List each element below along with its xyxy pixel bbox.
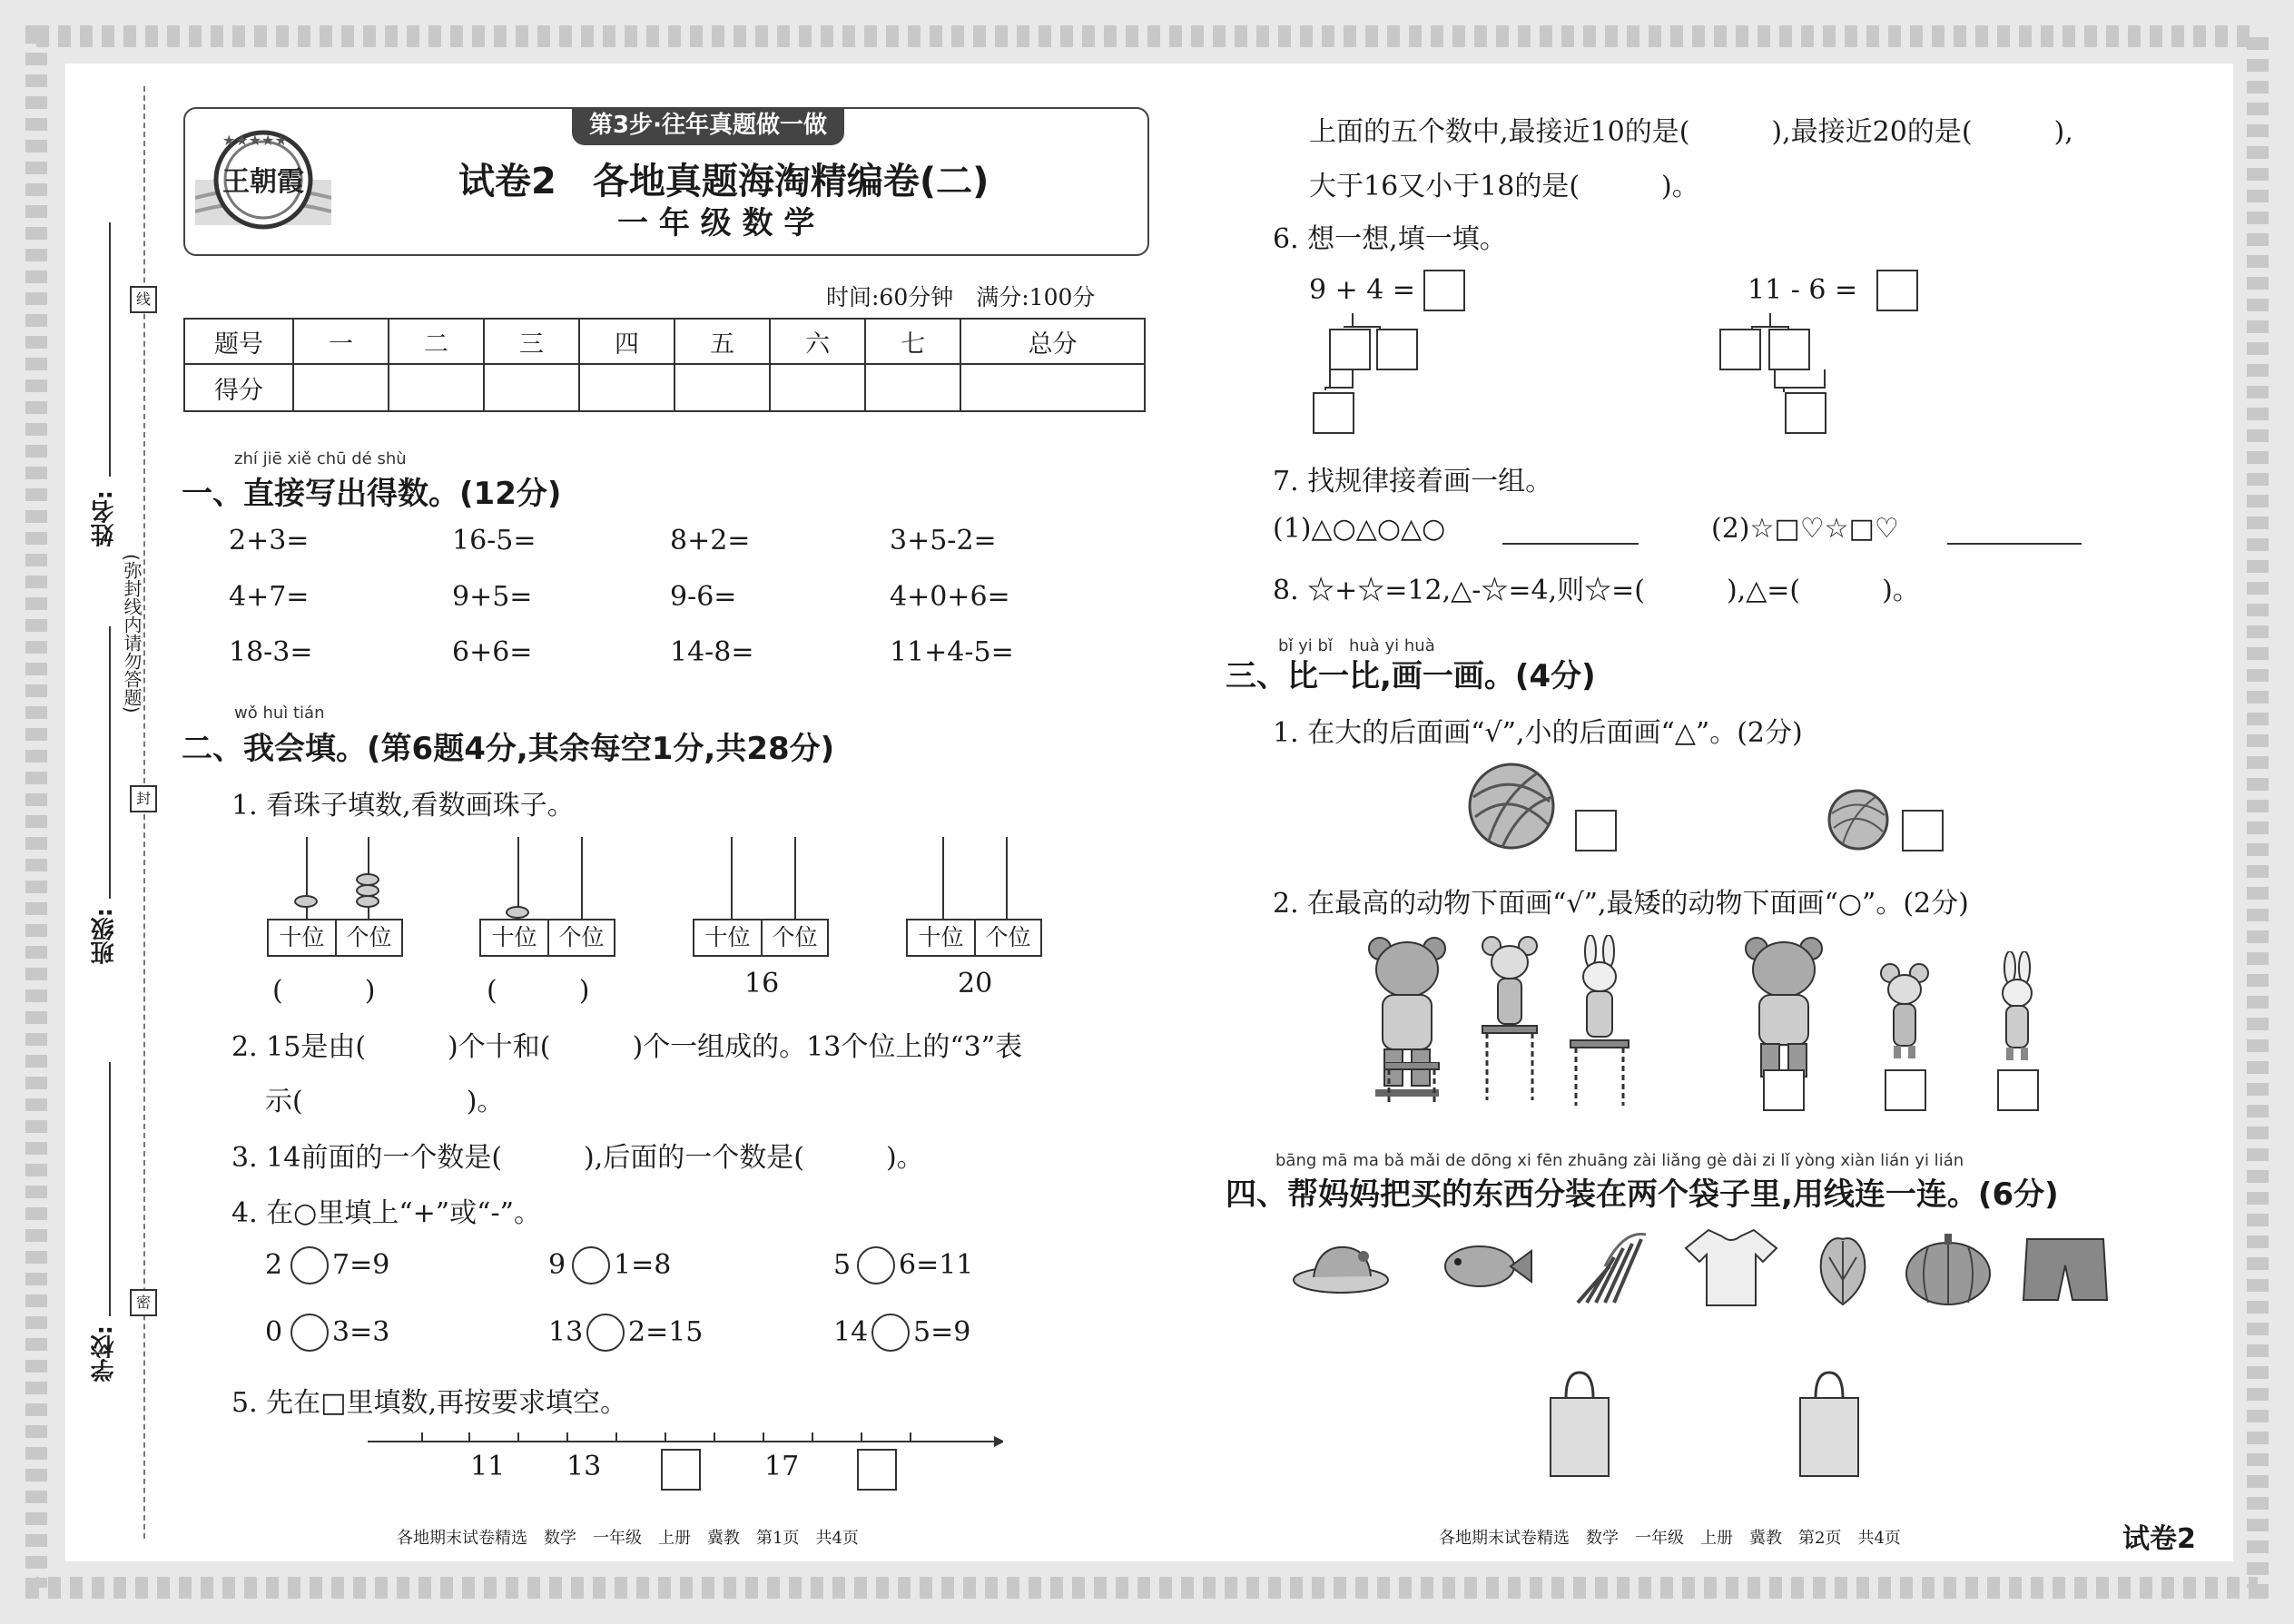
section3-title: 三、比一比,画一画。(4分) bbox=[1226, 658, 1596, 694]
abacus-label: 十位 个位 bbox=[479, 919, 615, 957]
score-header-cell: 题号 bbox=[184, 319, 293, 364]
class-field[interactable] bbox=[109, 626, 111, 899]
school-label: 学校: bbox=[91, 1325, 118, 1383]
score-cell[interactable] bbox=[960, 364, 1145, 411]
operator-circle[interactable] bbox=[572, 1246, 610, 1284]
answer-box[interactable] bbox=[1376, 329, 1418, 370]
q4-right: 3=3 bbox=[332, 1316, 390, 1348]
logo-text: 王朝霞 bbox=[222, 166, 304, 198]
right-footer: 各地期末试卷精选 数学 一年级 上册 冀教 第2页 共4页 bbox=[1439, 1529, 1901, 1548]
score-header-cell: 七 bbox=[865, 319, 960, 364]
q4-right: 1=8 bbox=[614, 1249, 672, 1281]
score-header-cell: 总分 bbox=[960, 319, 1145, 364]
score-header-cell: 六 bbox=[770, 319, 865, 364]
answer-box[interactable] bbox=[1719, 329, 1761, 370]
abacus-label: 十位 个位 bbox=[267, 919, 403, 957]
mouse-icon bbox=[1877, 962, 1932, 1062]
score-header-cell: 二 bbox=[389, 319, 484, 364]
exam-corner-label: 试卷2 bbox=[2122, 1523, 2196, 1555]
brand-logo bbox=[195, 116, 331, 243]
answer-box[interactable] bbox=[1575, 810, 1617, 851]
question-7: 7. 找规律接着画一组。 bbox=[1273, 466, 1553, 497]
score-cell[interactable] bbox=[293, 364, 389, 411]
calc-item: 3+5-2= bbox=[890, 525, 997, 556]
calc-item: 11+4-5= bbox=[890, 636, 1014, 668]
q5-continued: 上面的五个数中,最接近10的是( ),最接近20的是( ), bbox=[1309, 116, 2073, 148]
calc-item: 4+7= bbox=[229, 581, 310, 613]
q4-left: 5 bbox=[833, 1249, 852, 1281]
question-3: 3. 14前面的一个数是( ),后面的一个数是( )。 bbox=[231, 1142, 924, 1174]
q4-right: 7=9 bbox=[332, 1249, 390, 1281]
answer-box[interactable] bbox=[1785, 392, 1826, 434]
score-cell[interactable] bbox=[865, 364, 960, 411]
score-row-label: 得分 bbox=[184, 364, 293, 411]
abacus-rod bbox=[1006, 837, 1008, 919]
operator-circle[interactable] bbox=[857, 1246, 895, 1284]
calc-item: 8+2= bbox=[670, 525, 751, 556]
calc-item: 18-3= bbox=[229, 636, 313, 668]
q4-left: 14 bbox=[833, 1316, 869, 1348]
vegetable-greens-icon bbox=[1569, 1221, 1650, 1307]
q6-equation-2: 11 - 6 = bbox=[1748, 274, 1858, 306]
answer-box[interactable] bbox=[1329, 329, 1371, 370]
question-1: 1. 看珠子填数,看数画珠子。 bbox=[231, 790, 575, 822]
abacus-bead bbox=[356, 895, 379, 908]
shopping-bag-icon[interactable] bbox=[1793, 1371, 1866, 1480]
q7-pattern-1: (1)△○△○△○ bbox=[1273, 513, 1446, 545]
score-cell[interactable] bbox=[579, 364, 674, 411]
q7-pattern-2: (2)☆□♡☆□♡ bbox=[1711, 513, 1899, 545]
score-table bbox=[183, 318, 1146, 412]
score-cell[interactable] bbox=[770, 364, 865, 411]
cabbage-icon bbox=[1811, 1230, 1875, 1307]
abacus-rod bbox=[731, 837, 733, 919]
q4-right: 6=11 bbox=[899, 1249, 974, 1281]
calc-item: 14-8= bbox=[670, 636, 754, 668]
yarn-ball-small-icon bbox=[1826, 788, 1890, 851]
left-footer: 各地期末试卷精选 数学 一年级 上册 冀教 第1页 共4页 bbox=[397, 1529, 859, 1548]
mouse-icon bbox=[1478, 935, 1541, 1107]
question-8: 8. ☆+☆=12,△-☆=4,则☆=( ),△=( )。 bbox=[1273, 575, 1920, 606]
dense-tag: 密 bbox=[130, 1289, 157, 1316]
shopping-bag-icon[interactable] bbox=[1543, 1371, 1616, 1480]
fish-icon bbox=[1436, 1235, 1536, 1298]
school-field[interactable] bbox=[109, 1062, 111, 1316]
q4-right: 2=15 bbox=[628, 1316, 704, 1348]
operator-circle[interactable] bbox=[290, 1246, 329, 1284]
q4-left: 0 bbox=[265, 1316, 283, 1348]
q4-left: 2 bbox=[265, 1249, 283, 1281]
time-info: 时间:60分钟 满分:100分 bbox=[826, 284, 1096, 310]
calc-item: 9-6= bbox=[670, 581, 737, 613]
answer-box[interactable] bbox=[1876, 270, 1918, 311]
bear-icon bbox=[1743, 935, 1825, 1080]
score-cell[interactable] bbox=[484, 364, 579, 411]
abacus-label: 十位 个位 bbox=[693, 919, 829, 957]
answer-box[interactable] bbox=[1763, 1069, 1805, 1111]
calc-item: 2+3= bbox=[229, 525, 310, 556]
abacus-rod bbox=[794, 837, 796, 919]
abacus-bead bbox=[506, 906, 529, 919]
calc-item: 6+6= bbox=[452, 636, 533, 668]
numline-box[interactable] bbox=[857, 1449, 897, 1491]
score-cell[interactable] bbox=[674, 364, 770, 411]
abacus-label: 十位 个位 bbox=[906, 919, 1042, 957]
yarn-ball-large-icon bbox=[1466, 761, 1557, 851]
stool-icon bbox=[1380, 1062, 1443, 1107]
q4-left: 13 bbox=[548, 1316, 584, 1348]
q5-continued-2: 大于16又小于18的是( )。 bbox=[1309, 171, 1699, 202]
answer-box[interactable] bbox=[1768, 329, 1810, 370]
abacus-value: 16 bbox=[744, 968, 780, 999]
numline-label: 11 bbox=[470, 1451, 506, 1482]
section4-title: 四、帮妈妈把买的东西分装在两个袋子里,用线连一连。(6分) bbox=[1226, 1176, 2059, 1213]
section3-pinyin: bǐ yi bǐ huà yi huà bbox=[1278, 636, 1435, 655]
abacus-rod bbox=[942, 837, 944, 919]
hat-icon bbox=[1291, 1236, 1391, 1300]
answer-box[interactable] bbox=[1997, 1069, 2039, 1111]
question-4: 4. 在○里填上“+”或“-”。 bbox=[231, 1197, 541, 1229]
section2-title: 二、我会填。(第6题4分,其余每空1分,共28分) bbox=[182, 731, 835, 767]
question-2-cont: 示( )。 bbox=[265, 1086, 505, 1117]
exam-title: 试卷2 各地真题海淘精编卷(二) bbox=[458, 161, 989, 202]
score-cell[interactable] bbox=[389, 364, 484, 411]
score-header-cell: 五 bbox=[674, 319, 770, 364]
section1-title: 一、直接写出得数。(12分) bbox=[182, 476, 562, 512]
section3-question-1: 1. 在大的后面画“√”,小的后面画“△”。(2分) bbox=[1273, 717, 1803, 749]
score-header-cell: 三 bbox=[484, 319, 579, 364]
name-label: 姓名: bbox=[91, 490, 118, 547]
tshirt-icon bbox=[1681, 1225, 1781, 1307]
svg-text:★★★★★: ★★★★★ bbox=[222, 132, 288, 149]
calc-item: 4+0+6= bbox=[890, 581, 1010, 613]
numline-box[interactable] bbox=[661, 1449, 701, 1491]
answer-box[interactable] bbox=[1902, 810, 1944, 851]
calc-item: 16-5= bbox=[452, 525, 537, 556]
numline-label: 13 bbox=[566, 1451, 602, 1482]
rabbit-icon bbox=[1990, 951, 2044, 1065]
q7-answer-2[interactable] bbox=[1947, 543, 2082, 545]
section2-pinyin: wǒ huì tián bbox=[234, 704, 325, 723]
q4-right: 5=9 bbox=[913, 1316, 971, 1348]
name-field[interactable] bbox=[109, 222, 111, 477]
score-header-cell: 四 bbox=[579, 319, 674, 364]
q7-answer-1[interactable] bbox=[1502, 543, 1639, 545]
answer-box[interactable] bbox=[1313, 392, 1354, 434]
seal-tag: 封 bbox=[130, 785, 157, 812]
operator-circle[interactable] bbox=[871, 1314, 910, 1352]
line-tag: 线 bbox=[130, 286, 157, 313]
abacus-answer[interactable]: ( ) bbox=[487, 975, 590, 1007]
class-label: 班级: bbox=[91, 908, 118, 965]
section1-pinyin: zhí jiē xiě chū dé shù bbox=[234, 449, 407, 468]
step-label: 第3步·往年真题做一做 bbox=[572, 107, 844, 145]
binding-note: (弥封线内请勿答题) bbox=[121, 554, 143, 714]
abacus-answer[interactable]: ( ) bbox=[272, 975, 376, 1007]
calc-item: 9+5= bbox=[452, 581, 533, 613]
question-6: 6. 想一想,填一填。 bbox=[1273, 223, 1507, 255]
pumpkin-icon bbox=[1903, 1230, 1994, 1307]
score-header-cell: 一 bbox=[293, 319, 389, 364]
abacus-value: 20 bbox=[958, 968, 993, 999]
question-5: 5. 先在□里填数,再按要求填空。 bbox=[231, 1387, 628, 1419]
question-2: 2. 15是由( )个十和( )个一组成的。13个位上的“3”表 bbox=[231, 1031, 1023, 1063]
numline-label: 17 bbox=[764, 1451, 800, 1482]
exam-subtitle: 一 年 级 数 学 bbox=[617, 205, 815, 241]
q6-equation-1: 9 + 4 = bbox=[1309, 274, 1416, 306]
operator-circle[interactable] bbox=[290, 1314, 329, 1352]
operator-circle[interactable] bbox=[586, 1314, 625, 1352]
q4-left: 9 bbox=[548, 1249, 566, 1281]
shorts-icon bbox=[2020, 1235, 2111, 1307]
answer-box[interactable] bbox=[1885, 1069, 1926, 1111]
section4-pinyin: bāng mā ma bǎ mǎi de dōng xi fēn zhuāng zài liǎng gè dài zi lǐ yòng xiàn lián yi lián bbox=[1275, 1151, 1964, 1170]
abacus-bead bbox=[294, 895, 318, 908]
rabbit-icon bbox=[1563, 935, 1636, 1107]
section3-question-2: 2. 在最高的动物下面画“√”,最矮的动物下面画“○”。(2分) bbox=[1273, 888, 1969, 920]
abacus-rod bbox=[581, 837, 583, 919]
